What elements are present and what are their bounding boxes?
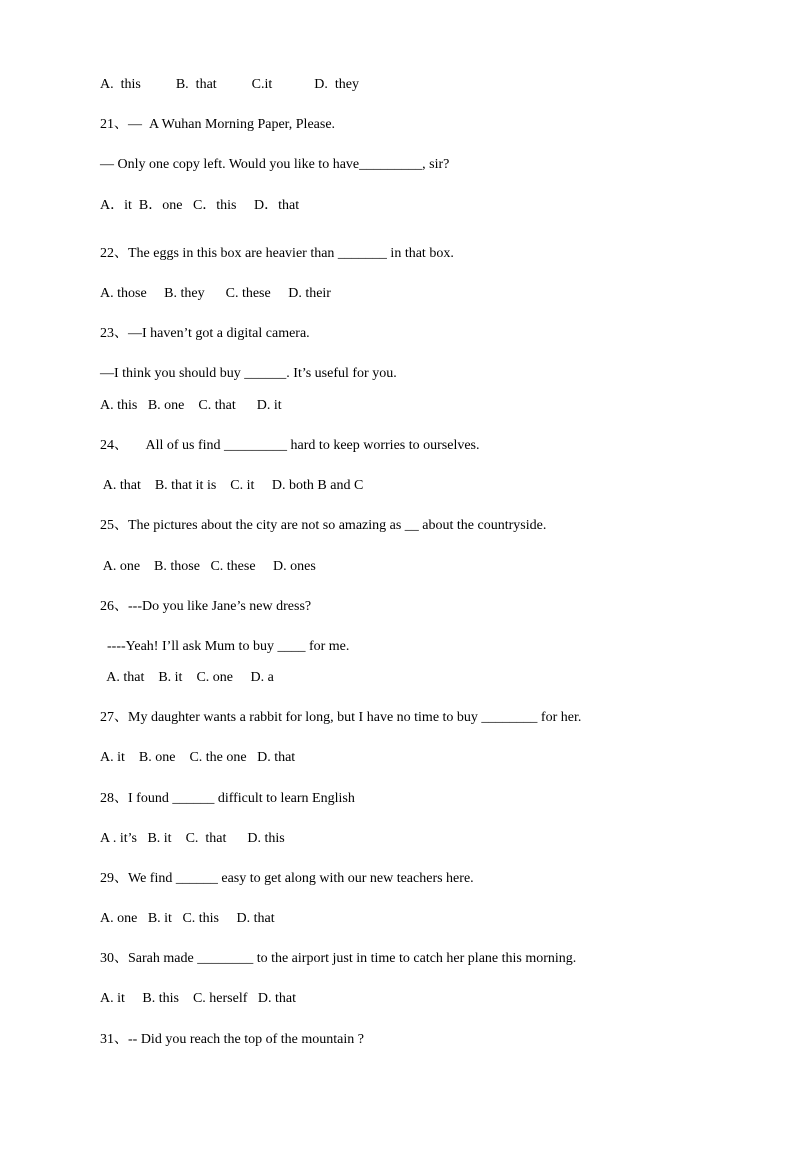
q21-reply: — Only one copy left. Would you like to have_________, sir? <box>100 157 450 172</box>
q28-stem: 28、I found ______ difficult to learn English <box>100 791 355 806</box>
q27-options: A. it B. one C. the one D. that <box>100 750 296 765</box>
q31-stem: 31、-- Did you reach the top of the mountain ? <box>100 1032 364 1047</box>
q23-reply: —I think you should buy ______. It’s useful for you. <box>100 366 397 381</box>
q30-options: A. it B. this C. herself D. that <box>100 991 296 1006</box>
q26-reply: ----Yeah! I’ll ask Mum to buy ____ for me. <box>100 639 350 654</box>
q26-stem: 26、---Do you like Jane’s new dress? <box>100 599 312 614</box>
q27-stem: 27、My daughter wants a rabbit for long, but I have no time to buy ________ for her. <box>100 710 582 725</box>
q22-options: A. those B. they C. these D. their <box>100 286 331 301</box>
q20-options: A. this B. that C.it D. they <box>100 77 359 92</box>
q25-options: A. one B. those C. these D. ones <box>100 559 316 574</box>
q23-stem: 23、—I haven’t got a digital camera. <box>100 326 310 341</box>
q29-options: A. one B. it C. this D. that <box>100 911 275 926</box>
q29-stem: 29、We find ______ easy to get along with our new teachers here. <box>100 871 474 886</box>
q30-stem: 30、Sarah made ________ to the airport just in time to catch her plane this morning. <box>100 951 577 966</box>
q22-stem: 22、The eggs in this box are heavier than _______ in that box. <box>100 246 454 261</box>
q21-stem: 21、— A Wuhan Morning Paper, Please. <box>100 117 336 132</box>
q24-stem: 24、 All of us find _________ hard to keep worries to ourselves. <box>100 438 480 453</box>
q23-options: A. this B. one C. that D. it <box>100 398 282 413</box>
q26-options: A. that B. it C. one D. a <box>100 670 274 685</box>
q24-options: A. that B. that it is C. it D. both B and C <box>100 478 364 493</box>
q25-stem: 25、The pictures about the city are not so amazing as __ about the countryside. <box>100 518 547 533</box>
q28-options: A . it’s B. it C. that D. this <box>100 831 285 846</box>
q21-options: A．it B．one C．this D．that <box>100 198 300 213</box>
